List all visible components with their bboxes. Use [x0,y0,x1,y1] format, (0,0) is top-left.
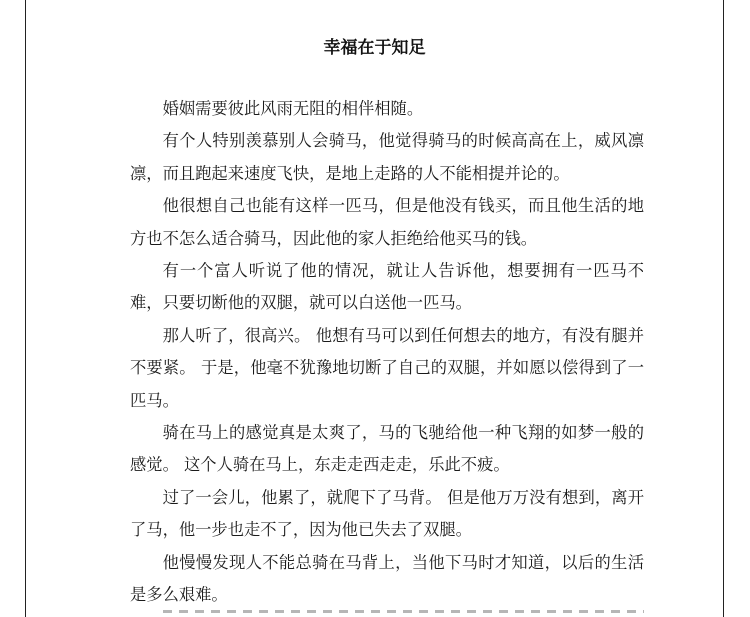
paragraph: 骑在马上的感觉真是太爽了，马的飞驰给他一种飞翔的如梦一般的感觉。 这个人骑在马上，东走走西走走，乐此不疲。 [130,423,644,475]
article-title: 幸福在于知足 [323,38,426,58]
cut-off-line-fragment [163,610,644,613]
cut-off-text-line [130,604,644,614]
paragraph: 那人听了，很高兴。 他想有马可以到任何想去的地方，有没有腿并不要紧。 于是，他毫不犹豫地切断了自己的双腿，并如愿以偿得到了一匹马。 [130,325,644,410]
paragraph: 他很想自己也能有这样一匹马，但是他没有钱买，而且他生活的地方也不怎么适合骑马，因此他的家人拒绝给他买马的钱。 [130,196,644,248]
article-body [130,93,644,612]
paragraph: 婚姻需要彼此风雨无阻的相伴相随。 [162,99,424,118]
paragraph: 他慢慢发现人不能总骑在马背上，当他下马时才知道，以后的生活是多么艰难。 [130,552,644,605]
paragraph: 有一个富人听说了他的情况，就让人告诉他，想要拥有一匹马不难，只要切断他的双腿，就可以白送他一匹马。 [130,261,644,313]
paragraph: 过了一会儿，他累了，就爬下了马背。 但是他万万没有想到，离开了马，他一步也走不了，因为他已失去了双腿。 [130,487,644,540]
paragraph: 有个人特别羡慕别人会骑马，他觉得骑马的时候高高在上，威风凛凛，而且跑起来速度飞快，是地上走路的人不能相提并论的。 [130,131,644,183]
document-page [25,0,724,617]
